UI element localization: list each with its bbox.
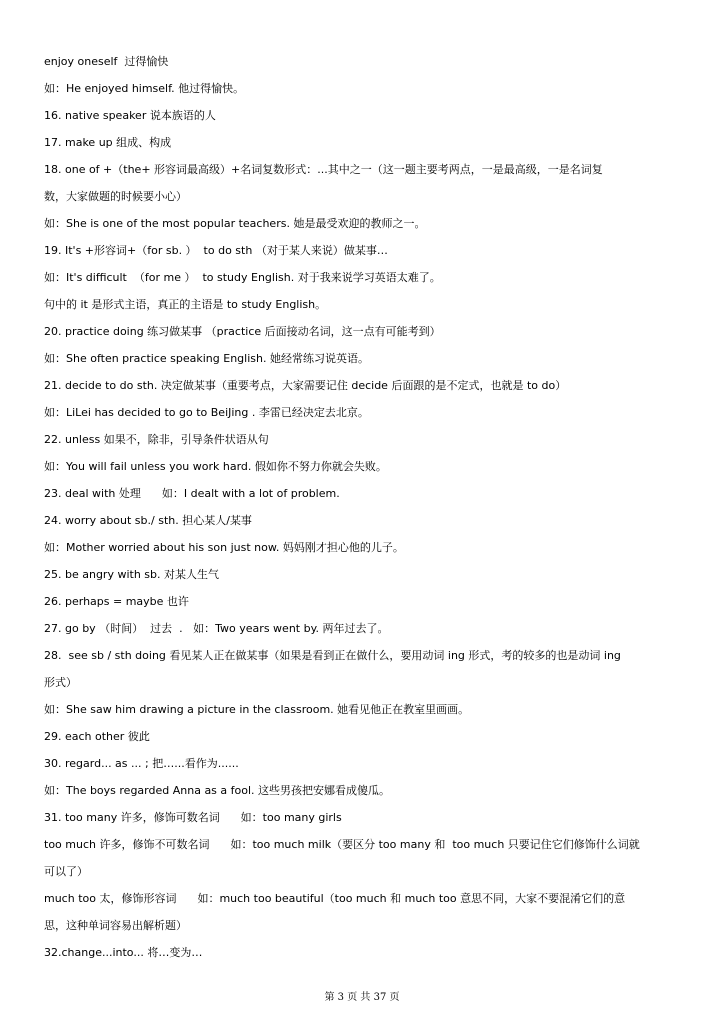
page-number-footer: 第 3 页 共 37 页 [324, 992, 400, 1003]
text-line: 24. worry about sb./ sth. 担心某人/某事 [44, 514, 252, 527]
text-line: 如：The boys regarded Anna as a fool. 这些男孩把安娜看成傻瓜。 [44, 784, 391, 797]
text-line: 如：You will fail unless you work hard. 假如你不努力你就会失败。 [44, 460, 387, 473]
text-line: 23. deal with 处理 如：I dealt with a lot of problem. [44, 487, 340, 500]
text-line: 27. go by （时间） 过去 . 如：Two years went by. 两年过去了。 [44, 622, 389, 635]
text-line: 32.change...into... 将…变为… [44, 946, 203, 959]
text-line: 如：LiLei has decided to go to BeiJing . 李雷已经决定去北京。 [44, 406, 369, 419]
text-line: 21. decide to do sth. 决定做某事（重要考点，大家需要记住 decide 后面跟的是不定式，也就是 to do） [44, 379, 567, 392]
text-line: 句中的 it 是形式主语，真正的主语是 to study English。 [44, 298, 327, 311]
text-line: 17. make up 组成、构成 [44, 136, 172, 149]
text-line: 25. be angry with sb. 对某人生气 [44, 568, 220, 581]
text-line: 如：She saw him drawing a picture in the classroom. 她看见他正在教室里画画。 [44, 703, 470, 716]
text-line: 18. one of +（the+ 形容词最高级）+名词复数形式：...其中之一（这一题主要考两点，一是最高级，一是名词复 [44, 163, 603, 176]
text-line: too much 许多，修饰不可数名词 如：too much milk（要区分 too many 和 too much 只要记住它们修饰什么词就 [44, 838, 640, 851]
text-line: 19. It's +形容词+（for sb. ） to do sth （对于某人来说）做某事… [44, 244, 388, 257]
text-line: 如：It's difficult （for me ） to study English. 对于我来说学习英语太难了。 [44, 271, 441, 284]
text-line: 30. regard... as ... ; 把…...看作为...... [44, 757, 239, 770]
text-line: 可以了） [44, 865, 88, 878]
text-line: enjoy oneself 过得愉快 [44, 55, 169, 68]
text-line: much too 太，修饰形容词 如：much too beautiful（too much 和 much too 意思不同，大家不要混淆它们的意 [44, 892, 626, 905]
document-body [44, 48, 676, 966]
text-line: 26. perhaps = maybe 也许 [44, 595, 189, 608]
text-line: 形式） [44, 676, 77, 689]
text-line: 思，这种单词容易出解析题） [44, 919, 187, 932]
text-line: 20. practice doing 练习做某事 （practice 后面接动名词，这一点有可能考到） [44, 325, 441, 338]
text-line: 如：Mother worried about his son just now. 妈妈刚才担心他的儿子。 [44, 541, 404, 554]
text-line: 数，大家做题的时候要小心） [44, 190, 187, 203]
text-line: 如：She often practice speaking English. 她经常练习说英语。 [44, 352, 369, 365]
text-line: 16. native speaker 说本族语的人 [44, 109, 216, 122]
text-line: 如：She is one of the most popular teachers. 她是最受欢迎的教师之一。 [44, 217, 426, 230]
text-line: 如：He enjoyed himself. 他过得愉快。 [44, 82, 245, 95]
text-line: 28. see sb / sth doing 看见某人正在做某事（如果是看到正在做什么，要用动词 ing 形式，考的较多的也是动词 ing [44, 649, 621, 662]
text-line: 31. too many 许多，修饰可数名词 如：too many girls [44, 811, 342, 824]
text-line: 22. unless 如果不，除非，引导条件状语从句 [44, 433, 269, 446]
text-line: 29. each other 彼此 [44, 730, 150, 743]
